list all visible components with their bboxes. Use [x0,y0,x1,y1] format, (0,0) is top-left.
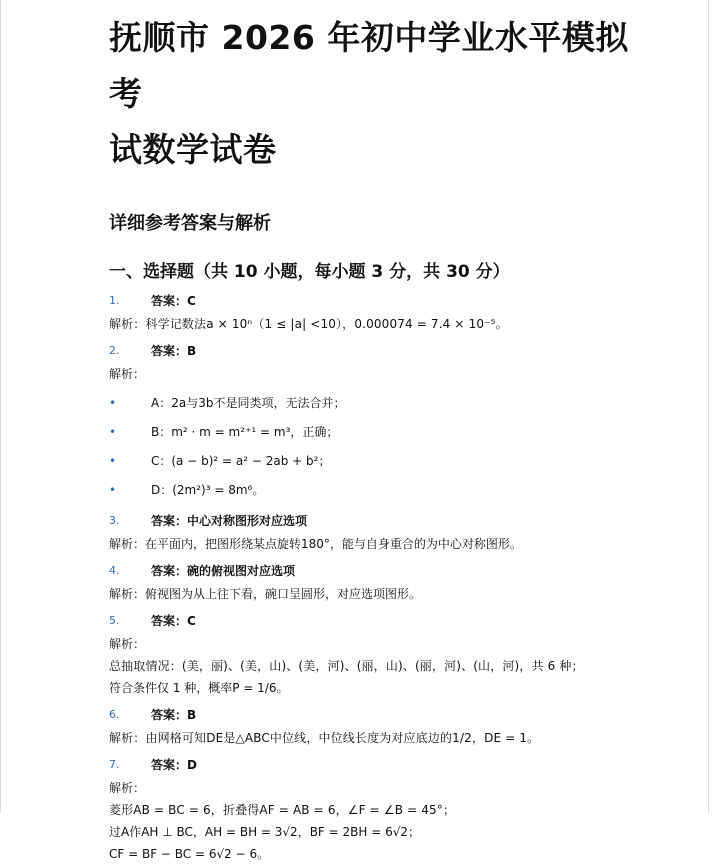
option-text: B：m² · m = m²⁺¹ = m³，正确； [151,425,339,439]
question-header [109,509,649,533]
option-bullet-item [109,447,649,476]
question-number: 5. [109,614,120,627]
analysis-line: CF = BF − BC = 6√2 − 6。 [109,847,270,861]
question-item [109,505,649,555]
question-item [109,699,649,749]
option-bullet-item [109,389,649,418]
analysis-line: 符合条件仅 1 种，概率P = 1/6。 [109,681,289,695]
question-answer: 答案：碗的俯视图对应选项 [151,564,296,578]
question-item [109,605,649,699]
option-text: D：(2m²)³ = 8m⁶。 [151,483,265,497]
question-header [109,703,649,727]
title-line-1: 抚顺市 2026 年初中学业水平模拟考 [109,18,629,113]
analysis-line: 解析：由网格可知DE是△ABC中位线，中位线长度为对应底边的1/2，DE = 1。 [109,731,540,745]
section-heading: 一、选择题（共 10 小题，每小题 3 分，共 30 分） [109,262,510,282]
question-answer: 答案：D [151,758,197,772]
question-header [109,753,649,777]
question-number: 4. [109,564,120,577]
question-answer: 答案：C [151,614,196,628]
title-line-2: 试数学试卷 [109,130,277,169]
analysis-line: 过A作AH ⊥ BC，AH = BH = 3√2，BF = 2BH = 6√2； [109,825,421,839]
question-header [109,289,649,313]
question-header [109,559,649,583]
question-number: 3. [109,514,120,527]
option-text: A：2a与3b不是同类项，无法合并； [151,396,346,410]
question-header [109,609,649,633]
bullet-icon: • [109,454,117,468]
analysis-line: 解析：俯视图为从上往下看，碗口呈圆形，对应选项图形。 [109,587,422,601]
option-bullet-item [109,476,649,505]
question-number: 6. [109,708,120,721]
option-bullet-item [109,418,649,447]
question-list [109,289,649,865]
question-item [109,749,649,865]
question-answer: 答案：B [151,708,197,722]
analysis-line: 解析： [109,781,146,795]
analysis-line: 菱形AB = BC = 6，折叠得AF = AB = 6，∠F = ∠B = 45°； [109,803,456,817]
option-text: C：(a − b)² = a² − 2ab + b²； [151,454,331,468]
question-number: 7. [109,758,120,771]
question-number: 1. [109,294,120,307]
page-left-edge [0,0,1,813]
document-subtitle: 详细参考答案与解析 [109,213,271,234]
question-item [109,289,649,335]
analysis-line: 解析：在平面内，把图形绕某点旋转180°，能与自身重合的为中心对称图形。 [109,537,522,551]
bullet-icon: • [109,396,117,410]
document-title [109,0,649,178]
document-page [109,0,649,865]
bullet-icon: • [109,425,117,439]
page-right-edge [708,0,709,813]
analysis-line: 解析： [109,367,146,381]
analysis-line: 总抽取情况：(美，丽)、(美，山)、(美，河)、(丽，山)、(丽，河)、(山，河)，共 6 种； [109,659,584,673]
question-number: 2. [109,344,120,357]
question-answer: 答案：中心对称图形对应选项 [151,514,308,528]
question-item [109,555,649,605]
question-header [109,339,649,363]
question-answer: 答案：C [151,294,196,308]
analysis-line: 解析：科学记数法a × 10ⁿ（1 ≤ |a| <10），0.000074 = 7.4 × 10⁻⁵。 [109,317,508,331]
question-answer: 答案：B [151,344,197,358]
bullet-icon: • [109,483,117,497]
analysis-line: 解析： [109,637,146,651]
question-item [109,335,649,505]
